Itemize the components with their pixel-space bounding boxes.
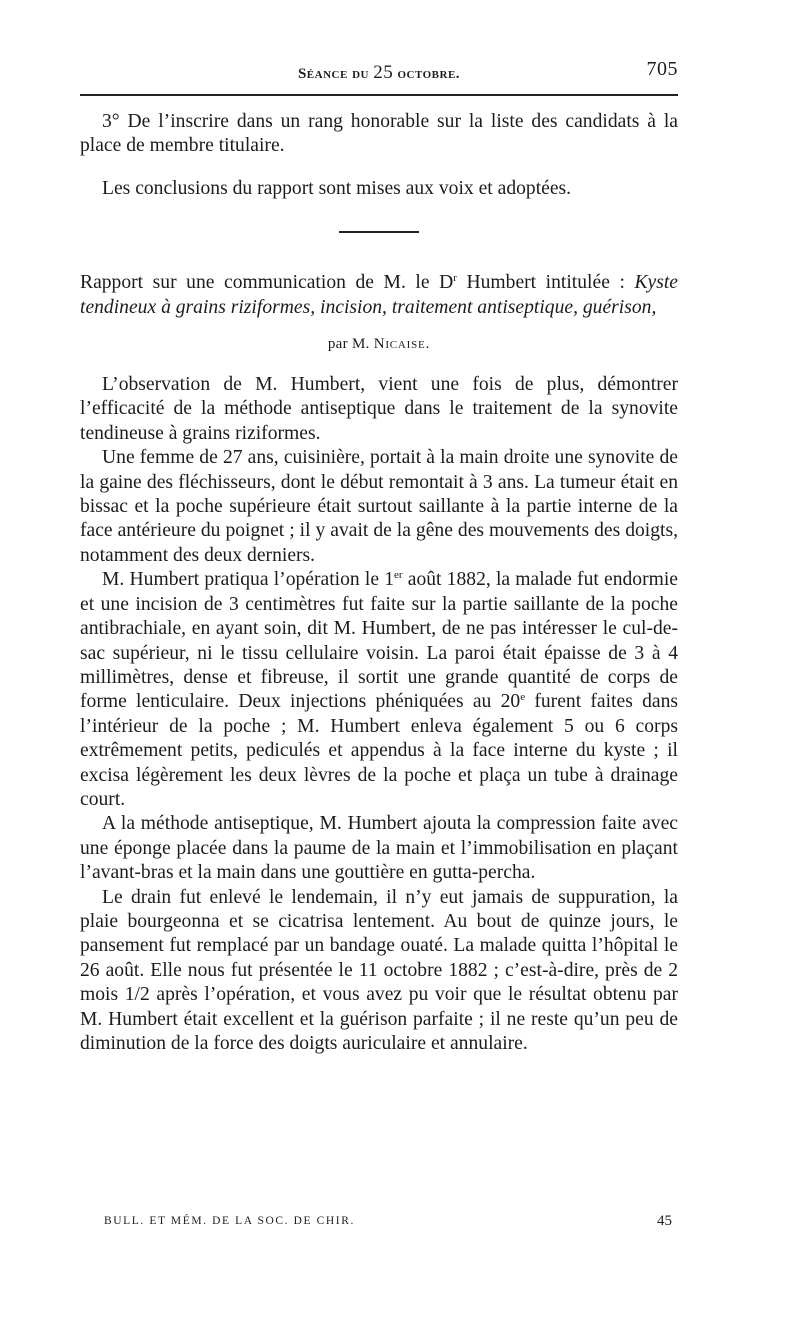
paragraph-1: L’observation de M. Humbert, vient une fois de plus, démontrer l’efficacité de la méthode antiseptique dans le traitement de la synovite tendineuse à grains riziformes. — [80, 374, 678, 444]
running-head — [80, 58, 678, 88]
paragraph-3-a: M. Humbert pratiqua l’opération le 1 — [102, 569, 395, 591]
intro-item-3: 3° De l’inscrire dans un rang honorable sur la liste des candidats à la place de membre titulaire. — [80, 111, 678, 157]
page — [80, 58, 678, 1056]
paragraph-2: Une femme de 27 ans, cuisinière, portait à la main droite une synovite de la gaine des fléchisseurs, dont le début remontait à 3 ans. La tumeur était en bissac et la poche supérieure était surtout saillante à la partie interne de la face antérieure du poignet ; il y avait de la gêne des mouvements des doigts, notamment des deux derniers. — [80, 447, 678, 566]
report-title-italic: Kyste tendineux à grains riziformes, incision, traitement antiseptique, guérison, — [80, 272, 678, 318]
paragraph-3 — [80, 568, 678, 812]
paragraph-5: Le drain fut enlevé le lendemain, il n’y eut jamais de suppuration, la plaie bourgeonna et se cicatrisa lentement. Au bout de quinze jours, le pansement fut remplacé par un bandage ouaté. La malade quitta l’hôpital le 26 août. Elle nous fut présentée le 11 octobre 1882 ; c’est-à-dire, près de 2 mois 1/2 après l’opération, et vous avez pu voir que le résultat obtenu par M. Humbert était excellent et la guérison parfaite ; il ne reste qu’un peu de diminution de la force des doigts auriculaire et annulaire. — [80, 886, 678, 1054]
paragraph-3-b: août 1882, la malade fut endormie et une incision de 3 centimètres fut faite sur la partie saillante de la poche antibrachiale, en ayant soin, dit M. Humbert, de ne pas intéresser le cul-de-sac supérieur, ni le tissu cellulaire voisin. La paroi était épaisse de 3 à 4 millimètres, dense et fibreuse, il sortit une grande quantité de corps de forme lenticulaire. Deux injections phéniquées au 20 — [80, 569, 678, 713]
paragraph-3-c: furent faites dans l’intérieur de la poche ; M. Humbert enleva également 5 ou 6 corps extrêmement petits, pediculés et appendus à la face interne du kyste ; il excisa légèrement les deux lèvres de la poche et plaça un tube à drainage court. — [80, 691, 678, 810]
report-title-b: Humbert intitulée : — [456, 272, 635, 294]
page-footer — [104, 1215, 680, 1227]
running-title-pre: Séance du — [297, 66, 374, 82]
byline-pre: par M. — [327, 336, 374, 353]
report-title — [80, 271, 678, 320]
report-title-sup: r — [453, 272, 457, 285]
header-rule — [80, 94, 678, 96]
footer-journal: BULL. ET MÉM. DE LA SOC. DE CHIR. — [104, 1215, 355, 1227]
report-title-a: Rapport sur une communication de M. le D — [80, 272, 454, 294]
intro-conclusion: Les conclusions du rapport sont mises aux voix et adoptées. — [102, 177, 572, 199]
running-title — [80, 62, 678, 84]
section-divider — [339, 231, 419, 233]
running-title-post: octobre. — [393, 66, 461, 82]
running-title-day: 25 — [373, 62, 394, 83]
byline-author: Nicaise. — [373, 336, 431, 353]
report-title-text — [80, 271, 678, 320]
page-number: 705 — [646, 58, 678, 80]
paragraph-3-sup-2: e — [520, 691, 526, 704]
paragraph-4: A la méthode antiseptique, M. Humbert ajouta la compression faite avec une éponge placée dans la paume de la main et l’immobilisation en plaçant l’avant-bras et la main dans une gouttière en gutta-percha. — [80, 813, 678, 884]
report-byline — [80, 336, 678, 353]
footer-signature: 45 — [657, 1213, 672, 1229]
paragraph-3-sup-1: er — [394, 569, 403, 582]
